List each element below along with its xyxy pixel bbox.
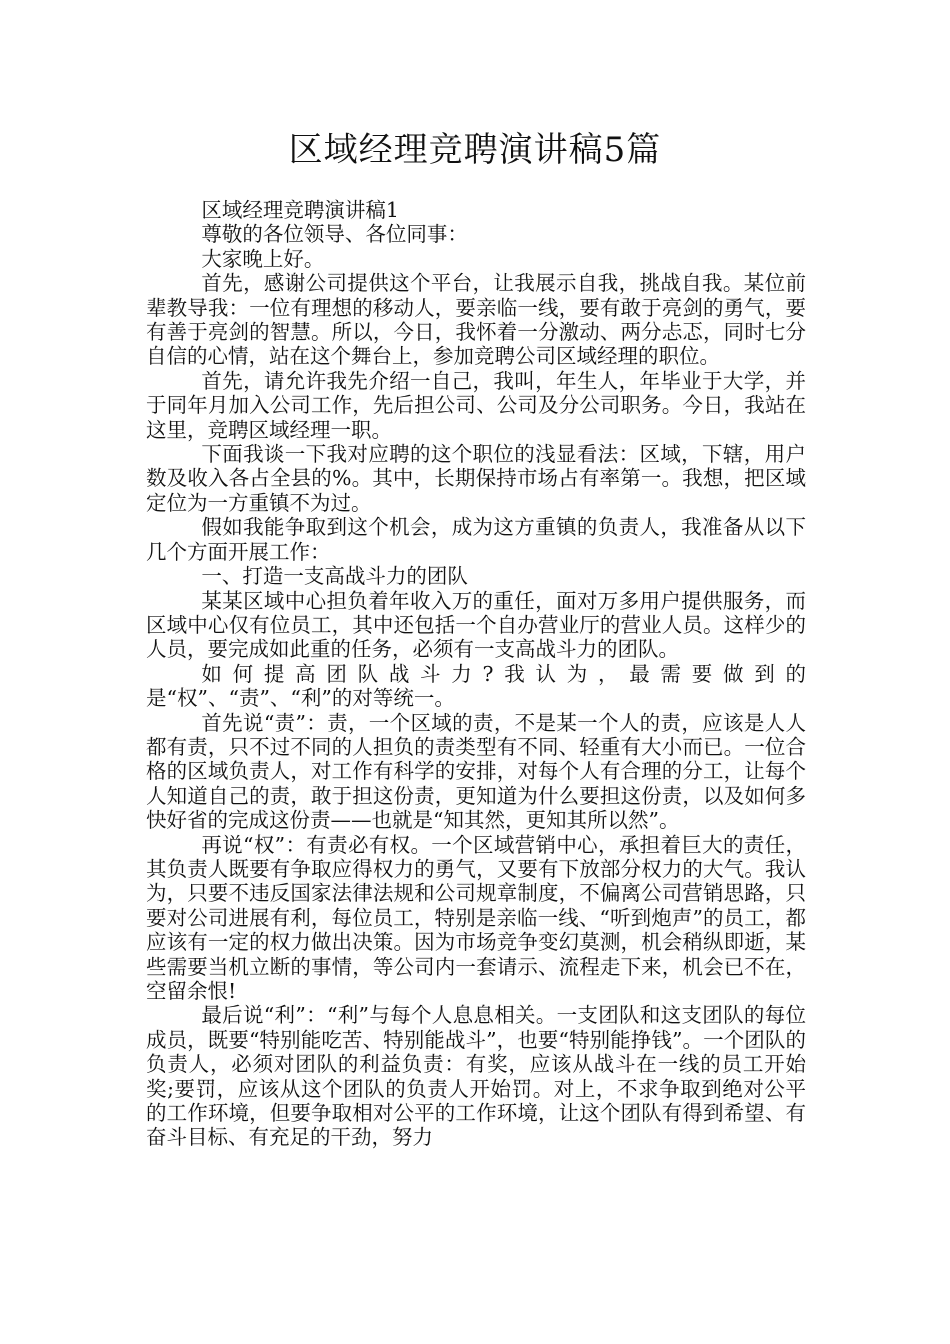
- paragraph: 某某区域中心担负着年收入万的重任，面对万多用户提供服务，而区域中心仅有位员工，其中还包括一个自办营业厅的营业人员。这样少的人员，要完成如此重的任务，必须有一支高战斗力的团队。: [146, 588, 806, 662]
- paragraph: 最后说“利”：“利”与每个人息息相关。一支团队和这支团队的每位成员，既要“特别能吃苦、特别能战斗”，也要“特别能挣钱”。一个团队的负责人，必须对团队的利益负责：有奖，应该从战斗在一线的员工开始奖;要罚，应该从这个团队的负责人开始罚。对上，不求争取到绝对公平的工作环境，但要争取相对公平的工作环境，让这个团队有得到希望、有奋斗目标、有充足的干劲，努力: [146, 1003, 806, 1150]
- paragraph: 首先说“责”：责，一个区域的责，不是某一个人的责，应该是人人都有责，只不过不同的人担负的责类型有不同、轻重有大小而已。一位合格的区域负责人，对工作有科学的安排，对每个人有合理的分工，让每个人知道自己的责，敢于担这份责，更知道为什么要担这份责，以及如何多快好省的完成这份责——也就是“知其然，更知其所以然”。: [146, 710, 806, 833]
- paragraph: 如何提高团队战斗力?我认为，最需要做到的是“权”、“责”、“利”的对等统一。: [146, 661, 806, 711]
- subheading: 一、打造一支高战斗力的团队: [201, 564, 468, 589]
- salutation: 尊敬的各位领导、各位同事：: [201, 222, 468, 247]
- paragraph: 假如我能争取到这个机会，成为这方重镇的负责人，我准备从以下几个方面开展工作：: [146, 515, 806, 564]
- paragraph: 再说“权”：有责必有权。一个区域营销中心，承担着巨大的责任，其负责人既要有争取应得权力的勇气，又要有下放部分权力的大气。我认为，只要不违反国家法律法规和公司规章制度，不偏离公司营销思路，只要对公司进展有利，每位员工，特别是亲临一线、“听到炮声”的员工，都应该有一定的权力做出决策。因为市场竞争变幻莫测，机会稍纵即逝，某些需要当机立断的事情，等公司内一套请示、流程走下来，机会已不在，空留余恨!: [146, 832, 806, 1003]
- greeting: 大家晚上好。: [201, 246, 325, 271]
- paragraph: 下面我谈一下我对应聘的这个职位的浅显看法：区域，下辖，用户数及收入各占全县的%。其中，长期保持市场占有率第一。我想，把区域定位为一方重镇不为过。: [146, 442, 806, 515]
- paragraph: 首先，感谢公司提供这个平台，让我展示自我，挑战自我。某位前辈教导我：一位有理想的移动人，要亲临一线，要有敢于亮剑的勇气，要有善于亮剑的智慧。所以，今日，我怀着一分激动、两分忐忑，同时七分自信的心情，站在这个舞台上，参加竞聘公司区域经理的职位。: [146, 271, 806, 369]
- document-title: 区域经理竞聘演讲稿5篇: [288, 130, 662, 170]
- section-heading: 区域经理竞聘演讲稿1: [201, 198, 399, 222]
- paragraph: 首先，请允许我先介绍一自己，我叫，年生人，年毕业于大学，并于同年月加入公司工作，先后担公司、公司及分公司职务。今日，我站在这里，竞聘区域经理一职。: [146, 368, 806, 442]
- document-body: [146, 198, 806, 1150]
